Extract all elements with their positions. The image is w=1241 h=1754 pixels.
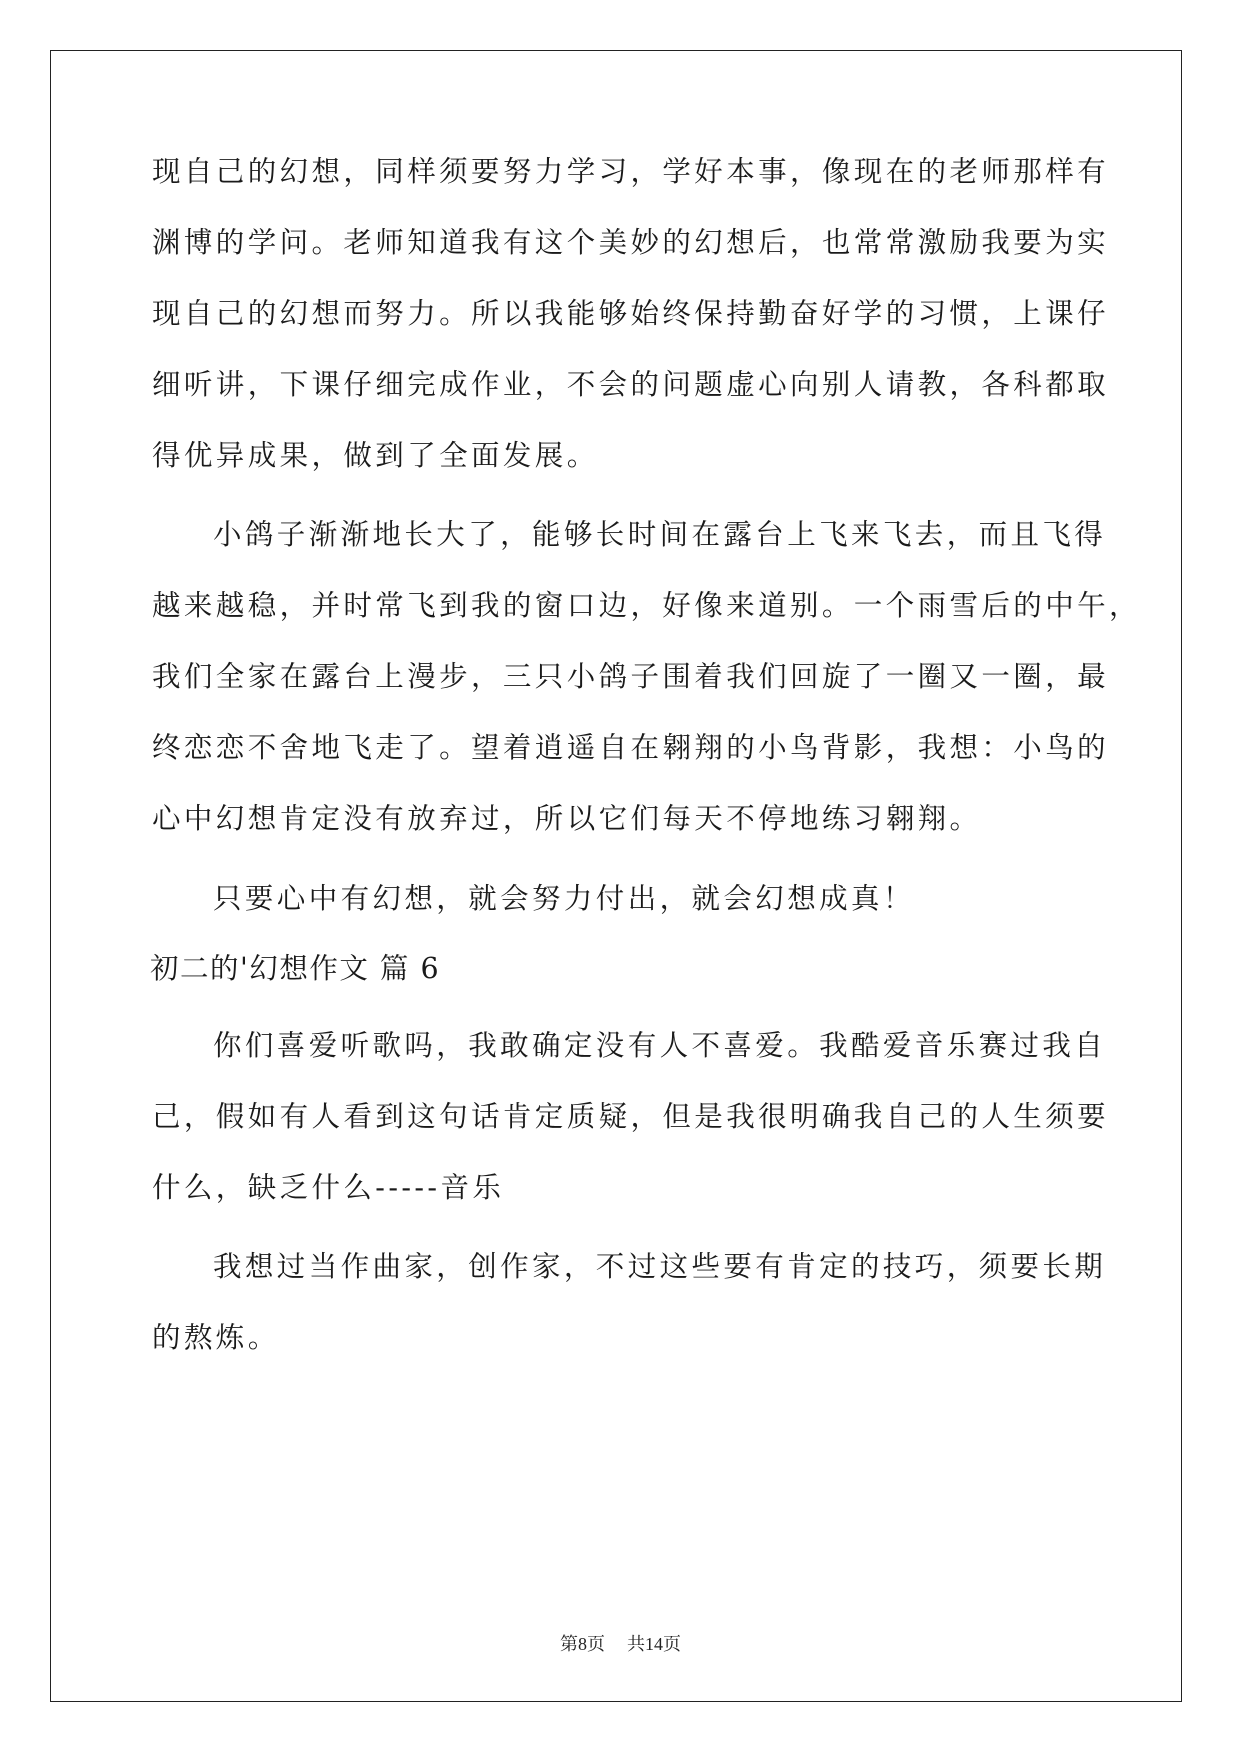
text-line: 什么，缺乏什么-----音乐	[152, 1171, 505, 1204]
text-line: 心中幻想肯定没有放弃过，所以它们每天不停地练习翱翔。	[152, 802, 982, 835]
text-line: 己，假如有人看到这句话肯定质疑，但是我很明确我自己的人生须要	[152, 1100, 1110, 1133]
text-line: 渊博的学问。老师知道我有这个美妙的幻想后，也常常激励我要为实	[152, 226, 1110, 259]
text-line: 现自己的幻想而努力。所以我能够始终保持勤奋好学的习惯，上课仔	[152, 297, 1110, 330]
text-line: 的熬炼。	[152, 1321, 280, 1354]
text-line: 我们全家在露台上漫步，三只小鸽子围着我们回旋了一圈又一圈，最	[152, 660, 1110, 693]
text-line: 终恋恋不舍地飞走了。望着逍遥自在翱翔的小鸟背影，我想：小鸟的	[152, 731, 1110, 764]
page-footer	[0, 1632, 1241, 1656]
paragraph-first-line: 我想过当作曲家，创作家，不过这些要有肯定的技巧，须要长期	[213, 1250, 1107, 1283]
page-number-current: 第8页	[560, 1634, 605, 1654]
paragraph-first-line: 你们喜爱听歌吗，我敢确定没有人不喜爱。我酷爱音乐赛过我自	[213, 1029, 1107, 1062]
text-line: 越来越稳，并时常飞到我的窗口边，好像来道别。一个雨雪后的中午，	[152, 589, 1141, 622]
text-line: 得优异成果，做到了全面发展。	[152, 439, 599, 472]
text-line: 细听讲，下课仔细完成作业，不会的问题虚心向别人请教，各科都取	[152, 368, 1110, 401]
section-heading: 初二的'幻想作文 篇 6	[150, 952, 441, 985]
paragraph-first-line: 小鸽子渐渐地长大了，能够长时间在露台上飞来飞去，而且飞得	[213, 518, 1107, 551]
page-number-total: 共14页	[627, 1634, 681, 1654]
paragraph-first-line: 只要心中有幻想，就会努力付出，就会幻想成真！	[213, 882, 915, 915]
text-line: 现自己的幻想，同样须要努力学习，学好本事，像现在的老师那样有	[152, 155, 1110, 188]
